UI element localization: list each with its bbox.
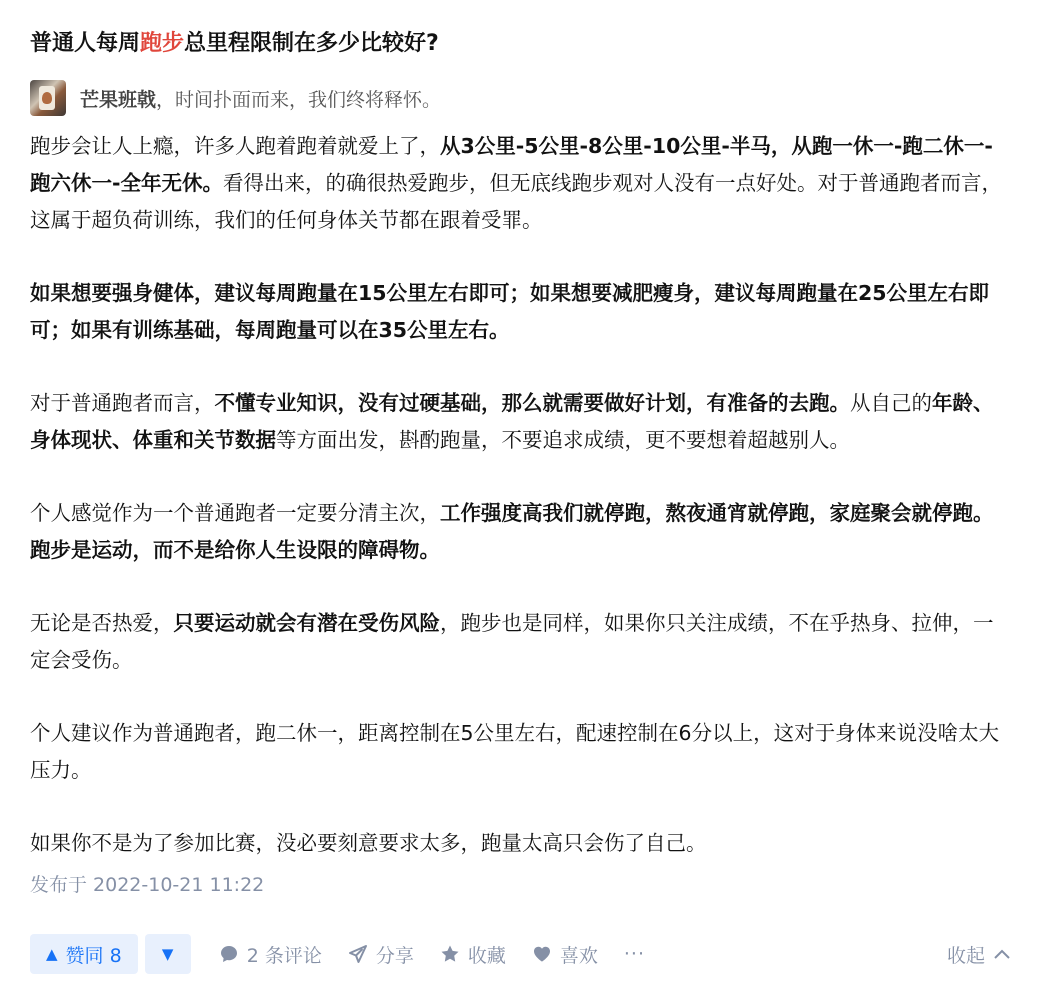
paragraph-7 <box>30 825 1011 862</box>
vote-up-button[interactable] <box>30 934 138 974</box>
paragraph-7-text-a: 如果你不是为了参加比赛，没必要刻意要求太多，跑量太高只会伤了自己。 <box>30 831 707 855</box>
paragraph-3 <box>30 385 1011 459</box>
author-separator: ， <box>156 88 176 111</box>
paragraph-3-bold-d: 年龄、身体现状、体重和关节数据 <box>30 391 994 452</box>
comments-button[interactable] <box>219 941 322 968</box>
paragraph-6-text-a: 个人建议作为普通跑者，跑二休一，距离控制在5公里左右，配速控制在6分以上，这对于身体来说没啥太大压力。 <box>30 721 1000 782</box>
paragraph-3-text-a: 对于普通跑者而言， <box>30 391 215 415</box>
paragraph-4-bold-b: 工作强度高我们就停跑，熬夜通宵就停跑，家庭聚会就停跑。跑步是运动，而不是给你人生设限的障碍物。 <box>30 501 994 562</box>
question-title-highlight: 跑步 <box>140 31 185 56</box>
triangle-down-icon: ▼ <box>161 945 174 963</box>
author-bio: 时间扑面而来，我们终将释怀。 <box>175 88 442 111</box>
paragraph-3-text-c: 从自己的 <box>850 391 932 415</box>
question-title[interactable] <box>30 0 1011 60</box>
collect-button[interactable] <box>440 941 506 968</box>
triangle-up-icon: ▲ <box>46 945 58 963</box>
paragraph-5-text-c: ，跑步也是同样，如果你只关注成绩，不在乎热身、拉伸，一定会受伤。 <box>30 611 994 672</box>
paragraph-1-text-a: 跑步会让人上瘾，许多人跑着跑着就爱上了， <box>30 134 440 158</box>
action-bar <box>30 934 1011 974</box>
paragraph-5-bold-b: 只要运动就会有潜在受伤风险 <box>173 611 440 635</box>
question-title-before: 普通人每周 <box>30 31 141 56</box>
question-title-after: 总里程限制在多少比较好? <box>184 31 439 56</box>
comments-label: 2 条评论 <box>246 944 322 967</box>
paragraph-1 <box>30 128 1011 239</box>
paragraph-5-text-a: 无论是否热爱， <box>30 611 174 635</box>
collect-label: 收藏 <box>467 944 506 967</box>
more-button[interactable]: ··· <box>623 943 645 965</box>
like-label: 喜欢 <box>559 944 598 967</box>
paragraph-5 <box>30 605 1011 679</box>
like-button[interactable] <box>532 941 598 968</box>
paragraph-3-bold-b: 不懂专业知识，没有过硬基础，那么就需要做好计划，有准备的去跑。 <box>214 391 850 415</box>
chevron-up-icon <box>993 948 1011 960</box>
collapse-button[interactable] <box>947 934 1011 974</box>
collapse-label: 收起 <box>946 944 985 967</box>
paragraph-6 <box>30 715 1011 789</box>
paragraph-4-text-a: 个人感觉作为一个普通跑者一定要分清主次， <box>30 501 440 525</box>
answer-content <box>30 128 1011 862</box>
paragraph-4 <box>30 495 1011 569</box>
share-button[interactable] <box>348 941 414 968</box>
paragraph-3-text-e: 等方面出发，斟酌跑量，不要追求成绩，更不要想着超越别人。 <box>276 428 850 452</box>
star-icon <box>440 944 460 964</box>
heart-icon <box>532 944 552 964</box>
share-label: 分享 <box>375 944 414 967</box>
author-info <box>30 80 1011 116</box>
paragraph-2-bold-a: 如果想要强身健体，建议每周跑量在15公里左右即可；如果想要减肥瘦身，建议每周跑量在25公里左右即可；如果有训练基础，每周跑量可以在35公里左右。 <box>30 281 990 342</box>
vote-down-button[interactable] <box>145 934 191 974</box>
comment-bubble-icon <box>219 944 239 964</box>
paragraph-1-bold-b: 从3公里-5公里-8公里-10公里-半马，从跑一休一-跑二休一-跑六休一-全年无休。 <box>30 134 993 195</box>
vote-up-label: 赞同 8 <box>65 944 122 967</box>
paragraph-1-text-c: 看得出来，的确很热爱跑步，但无底线跑步观对人没有一点好处。对于普通跑者而言，这属于超负荷训练，我们的任何身体关节都在跟着受罪。 <box>30 171 1003 232</box>
publish-time[interactable]: 发布于 2022-10-21 11:22 <box>30 874 265 896</box>
paper-plane-icon <box>348 944 368 964</box>
author-name[interactable]: 芒果班戟 <box>80 88 157 111</box>
paragraph-2 <box>30 275 1011 349</box>
avatar[interactable] <box>30 80 66 116</box>
